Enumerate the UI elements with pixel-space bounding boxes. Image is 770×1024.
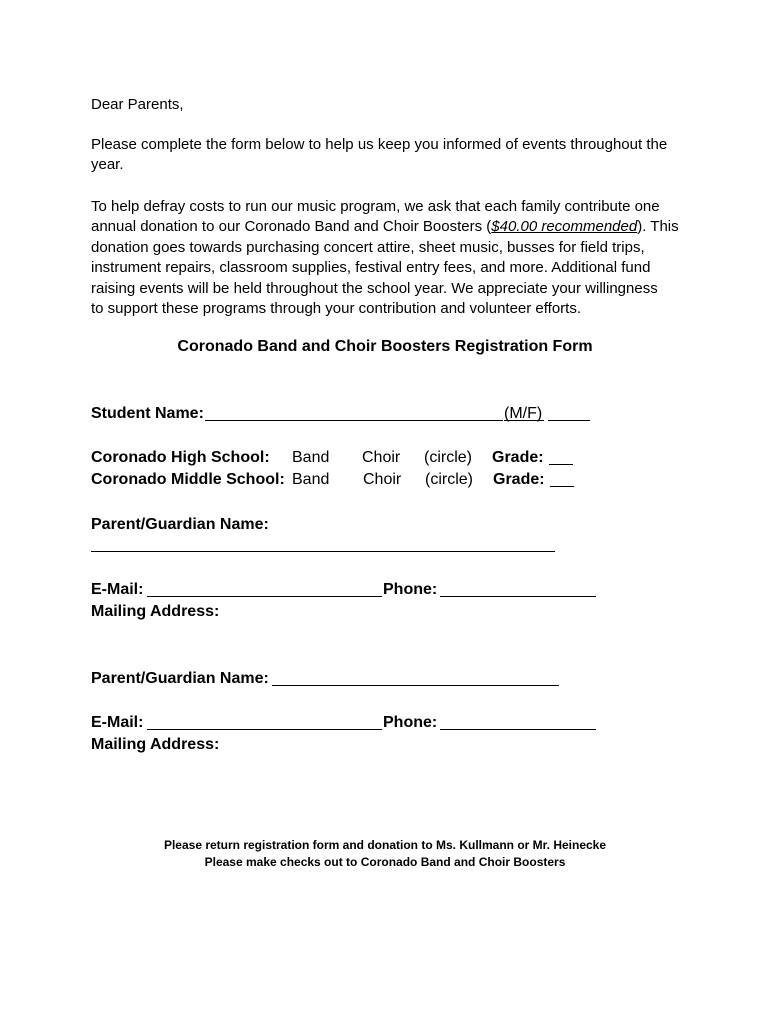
parent-guardian-1-name-field[interactable] xyxy=(91,551,555,552)
donation-text: ). This xyxy=(637,218,679,235)
parent-1-phone-field[interactable] xyxy=(440,596,596,597)
intro-paragraph-line: year. xyxy=(91,156,124,173)
middle-school-label: Coronado Middle School: xyxy=(91,471,285,488)
high-school-grade-field[interactable] xyxy=(549,464,573,465)
circle-note: (circle) xyxy=(424,449,472,466)
middle-school-grade-label: Grade: xyxy=(493,471,545,488)
student-name-label: Student Name: xyxy=(91,405,204,422)
donation-paragraph-line xyxy=(91,217,679,238)
parent-guardian-1-name-label: Parent/Guardian Name: xyxy=(91,516,269,533)
gender-field[interactable] xyxy=(548,420,590,421)
circle-note: (circle) xyxy=(425,471,473,488)
high-school-grade-label: Grade: xyxy=(492,449,544,466)
salutation: Dear Parents, xyxy=(91,96,184,113)
parent-guardian-2-name-label: Parent/Guardian Name: xyxy=(91,670,269,687)
donation-paragraph-line: to support these programs through your contribution and volunteer efforts. xyxy=(91,300,582,317)
donation-paragraph-line: donation goes towards purchasing concert attire, sheet music, busses for field trips, xyxy=(91,239,645,256)
parent-2-email-field[interactable] xyxy=(147,729,382,730)
middle-school-band-option[interactable]: Band xyxy=(292,471,330,488)
intro-paragraph-line: Please complete the form below to help us keep you informed of events throughout the xyxy=(91,136,668,153)
parent-2-mailing-address-label: Mailing Address: xyxy=(91,736,220,753)
recommended-amount: $40.00 recommended xyxy=(491,218,638,235)
footer-check-instructions: Please make checks out to Coronado Band and Choir Boosters xyxy=(204,855,566,869)
gender-label: (M/F) xyxy=(504,405,543,422)
parent-2-email-label: E-Mail: xyxy=(91,714,144,731)
parent-1-phone-label: Phone: xyxy=(383,581,438,598)
parent-1-mailing-address-label: Mailing Address: xyxy=(91,603,220,620)
donation-paragraph-line: To help defray costs to run our music program, we ask that each family contribute one xyxy=(91,198,660,215)
parent-2-phone-field[interactable] xyxy=(440,729,596,730)
high-school-label: Coronado High School: xyxy=(91,449,270,466)
high-school-choir-option[interactable]: Choir xyxy=(362,449,401,466)
middle-school-choir-option[interactable]: Choir xyxy=(363,471,402,488)
donation-paragraph-line: raising events will be held throughout the school year. We appreciate your willingness xyxy=(91,280,658,297)
footer-return-instructions: Please return registration form and donation to Ms. Kullmann or Mr. Heinecke xyxy=(163,838,607,852)
student-name-field[interactable] xyxy=(205,420,503,421)
donation-paragraph-line: instrument repairs, classroom supplies, festival entry fees, and more. Additional fund xyxy=(91,259,651,276)
gender-underline xyxy=(504,420,544,421)
donation-text: annual donation to our Coronado Band and Choir Boosters ( xyxy=(91,218,492,235)
parent-2-phone-label: Phone: xyxy=(383,714,438,731)
parent-1-email-field[interactable] xyxy=(147,596,382,597)
form-title: Coronado Band and Choir Boosters Registration Form xyxy=(177,338,593,355)
middle-school-grade-field[interactable] xyxy=(550,486,574,487)
parent-1-email-label: E-Mail: xyxy=(91,581,144,598)
parent-guardian-2-name-field[interactable] xyxy=(272,685,559,686)
high-school-band-option[interactable]: Band xyxy=(292,449,330,466)
